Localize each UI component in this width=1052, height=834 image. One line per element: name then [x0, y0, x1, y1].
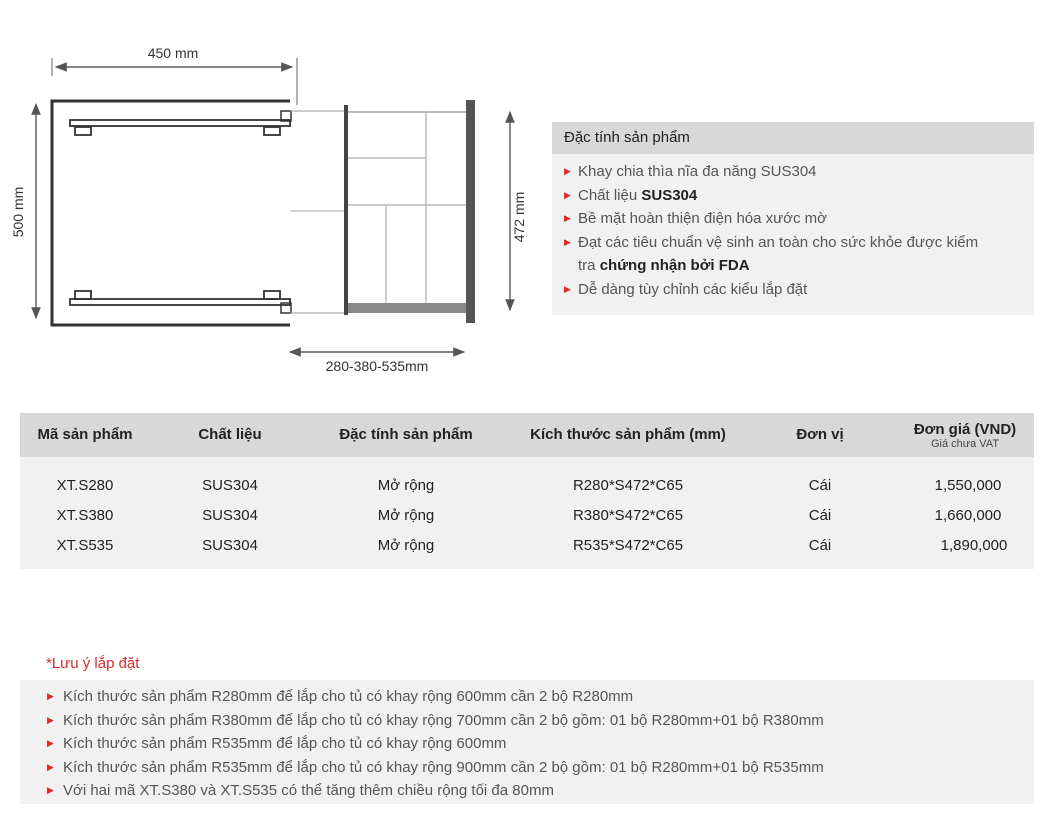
cell-material: SUS304 [202, 537, 258, 554]
feature-item: ▶ Dễ dàng tùy chỉnh các kiểu lắp đặt [564, 278, 1024, 302]
note-item: ▶ Kích thước sản phẩm R380mm để lắp cho tủ có khay rộng 700mm cần 2 bộ gồm: 01 bộ R280mm+01 bộ R380mm [47, 709, 1034, 733]
triangle-bullet-icon: ▶ [564, 213, 571, 223]
features-panel [552, 122, 1034, 315]
cell-feature: Mở rộng [377, 477, 435, 494]
header-price [890, 421, 1040, 450]
feature-item: ▶ Đạt các tiêu chuẩn vệ sinh an toàn cho sức khỏe được kiểm [564, 231, 1024, 255]
cell-price: 1,890,000 [940, 537, 1008, 554]
depth-dimension [510, 112, 527, 310]
cell-code: XT.S535 [56, 537, 114, 554]
triangle-bullet-icon: ▶ [564, 189, 571, 200]
feature-item: ▶ Chất liệu SUS304 [564, 184, 1024, 208]
header-code: Mã sản phẩm [37, 426, 133, 443]
cell-code: XT.S380 [56, 507, 114, 524]
range-dimension [290, 352, 464, 374]
triangle-bullet-icon: ▶ [564, 236, 571, 247]
features-list [552, 154, 1034, 301]
triangle-bullet-icon: ▶ [47, 761, 54, 772]
triangle-bullet-icon: ▶ [564, 283, 571, 294]
header-size: Kích thước sản phẩm (mm) [530, 426, 726, 443]
note-item: ▶ Kích thước sản phẩm R535mm để lắp cho tủ có khay rộng 900mm cần 2 bộ gồm: 01 bộ R280mm+01 bộ R535mm [47, 756, 1034, 780]
cell-feature: Mở rộng [377, 507, 435, 524]
features-title: Đặc tính sản phẩm [552, 122, 1034, 154]
cell-size: R535*S472*C65 [572, 537, 684, 554]
triangle-bullet-icon: ▶ [47, 738, 54, 748]
header-material: Chất liệu [198, 426, 262, 443]
header-price-note: Giá chưa VAT [930, 438, 1000, 450]
table-header [20, 413, 1034, 457]
height-label: 500 mm [10, 186, 26, 238]
cell-size: R380*S472*C65 [572, 507, 684, 524]
cell-unit: Cái [808, 507, 832, 524]
cell-price: 1,550,000 [934, 477, 1002, 494]
note-item: ▶ Với hai mã XT.S380 và XT.S535 có thể tăng thêm chiều rộng tối đa 80mm [47, 779, 1034, 803]
triangle-bullet-icon: ▶ [564, 166, 571, 176]
width-dimension [52, 45, 297, 105]
cell-unit: Cái [808, 537, 832, 554]
cell-material: SUS304 [202, 477, 258, 494]
height-dimension [10, 104, 36, 318]
note-item: ▶ Kích thước sản phẩm R280mm để lắp cho tủ có khay rộng 600mm cần 2 bộ R280mm [47, 685, 1034, 709]
cell-code: XT.S280 [56, 477, 114, 494]
feature-item: ▶ Khay chia thìa nĩa đa năng SUS304 [564, 160, 1024, 184]
depth-label: 472 mm [511, 191, 527, 243]
cell-price: 1,660,000 [934, 507, 1002, 524]
triangle-bullet-icon: ▶ [47, 691, 54, 701]
range-label: 280-380-535mm [325, 358, 429, 374]
feature-item: ▶ Bề mặt hoàn thiện điện hóa xước mờ [564, 207, 1024, 231]
triangle-bullet-icon: ▶ [47, 714, 54, 725]
notes-list [20, 680, 1034, 803]
feature-item-continued: tra chứng nhận bởi FDA [578, 257, 750, 274]
cell-material: SUS304 [202, 507, 258, 524]
notes-panel [20, 680, 1034, 804]
cell-feature: Mở rộng [377, 537, 435, 554]
cell-unit: Cái [808, 477, 832, 494]
width-label: 450 mm [147, 45, 199, 61]
notes-title: *Lưu ý lắp đặt [46, 655, 140, 672]
cell-size: R280*S472*C65 [572, 477, 684, 494]
header-price-label: Đơn giá (VND) [913, 421, 1017, 438]
product-table [20, 413, 1034, 569]
dimension-diagram [0, 30, 527, 380]
triangle-bullet-icon: ▶ [47, 785, 54, 795]
header-feature: Đặc tính sản phẩm [339, 426, 473, 443]
cabinet-outline [52, 101, 291, 325]
note-item: ▶ Kích thước sản phẩm R535mm để lắp cho tủ có khay rộng 600mm [47, 732, 1034, 756]
header-unit: Đơn vị [796, 426, 844, 443]
tray-drawing [290, 100, 475, 323]
